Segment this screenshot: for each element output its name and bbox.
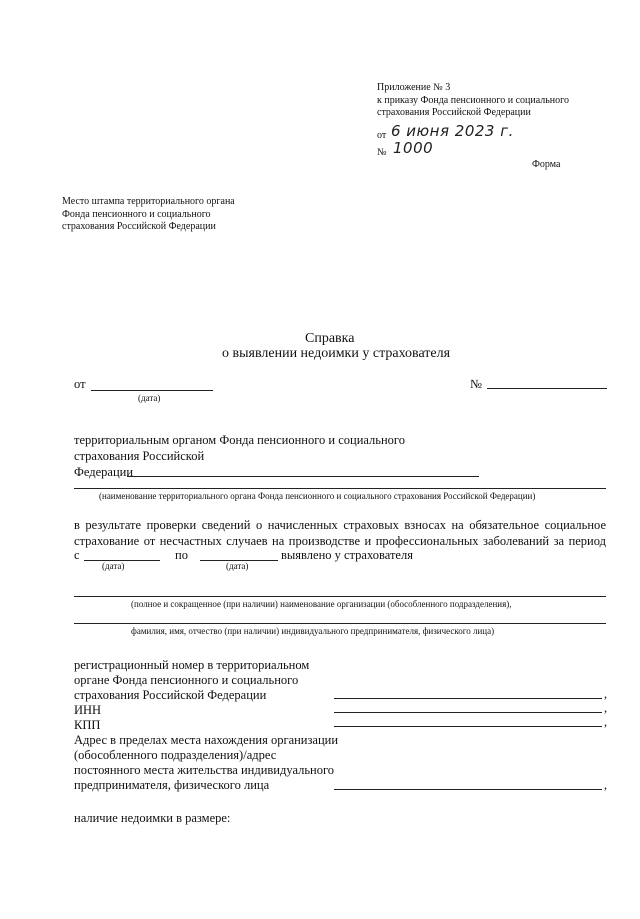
authority-field[interactable] bbox=[127, 476, 479, 477]
reg-number-field[interactable] bbox=[334, 698, 602, 699]
address-field[interactable] bbox=[334, 789, 602, 790]
form-label: Форма bbox=[532, 159, 561, 170]
number-field[interactable] bbox=[487, 388, 607, 389]
date-field[interactable] bbox=[91, 390, 213, 391]
authority-field-line[interactable] bbox=[74, 488, 606, 489]
appendix-number: Приложение № 3 bbox=[377, 82, 451, 93]
inn-field[interactable] bbox=[334, 712, 602, 713]
arrears-label: наличие недоимки в размере: bbox=[74, 811, 231, 825]
insurer-name-field[interactable] bbox=[74, 596, 606, 597]
insurer-person-field[interactable] bbox=[74, 623, 606, 624]
handwritten-date: 6 июня 2023 г. bbox=[391, 122, 514, 140]
page-subtitle: о выявлении недоимки у страхователя bbox=[222, 346, 451, 361]
handwritten-number: 1000 bbox=[393, 139, 434, 157]
page-title: Справка bbox=[305, 331, 355, 346]
order-line: к приказу Фонда пенсионного и социального bbox=[377, 95, 569, 106]
order-line: страхования Российской Федерации bbox=[377, 107, 531, 118]
kpp-field[interactable] bbox=[334, 726, 602, 727]
